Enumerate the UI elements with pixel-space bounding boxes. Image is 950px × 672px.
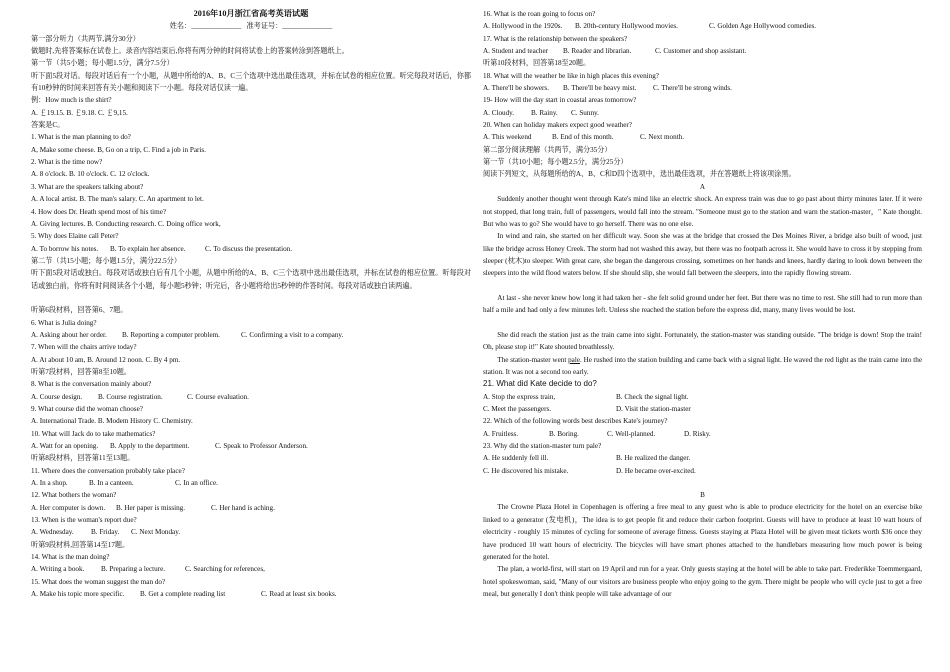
- option-choice: A. Wednesday.: [31, 528, 74, 537]
- answer-options: [483, 82, 922, 94]
- question-line: 7. When will the chairs arrive today?: [31, 343, 137, 352]
- answer-options: [483, 20, 922, 32]
- option-choice: C. Well-planned.: [607, 429, 656, 438]
- option-choice: C. Her hand is aching.: [211, 503, 275, 512]
- option-choice: B. In a canteen.: [89, 479, 134, 488]
- exam-number-blank: ______________: [282, 22, 333, 31]
- answer-options: [31, 168, 471, 180]
- answer-options: [483, 391, 922, 403]
- answer-options: [31, 477, 471, 489]
- passage-paragraph: In wind and rain, she started on her difficult way. Soon she was at the bridge that crossed the Des Moines River, a bridge also built of wood, just like the bridge across Honey Creek. The storm had not washed this away, but there was no footpath across it. She would have to cross it by stepping from sleeper (枕木)to sleeper. With great care, she began the dangerous crossing, sometimes on her hands and knees, hardly daring to look down between the sleepers into the wild flood waters below. If she should slip, she would fall between the sleepers, into the rapidly flowing stream.: [483, 232, 922, 278]
- option-choice: B. 20th-century Hollywood movies.: [575, 22, 678, 31]
- question-line: 16. What is the roan going to focus on?: [483, 10, 596, 18]
- option-choice: A. Course design.: [31, 392, 83, 401]
- answer-options: [483, 465, 922, 477]
- option-choice: B. Boring.: [549, 429, 579, 438]
- answer-options: [31, 354, 471, 366]
- option-choice: B. End of this month.: [552, 133, 614, 142]
- answer-options: [31, 243, 471, 255]
- example-answer: 答案是C。: [31, 121, 65, 130]
- question-line: 3. What are the speakers talking about?: [31, 182, 144, 191]
- question-line: 17. What is the relationship between the speakers?: [483, 34, 628, 43]
- question-line: 第一节（共10小题；每小题2.5分，满分25分）: [483, 158, 628, 167]
- question-line: 听第7段材料，回答第8至10题。: [31, 367, 131, 376]
- passage-paragraph: [483, 354, 922, 379]
- option-choice: C. He discovered his mistake.: [483, 466, 569, 475]
- answer-options: [31, 415, 471, 427]
- right-question-list: [483, 8, 922, 600]
- option-choice: A. Student and teacher: [483, 47, 549, 56]
- question-line: 10. What will Jack do to take mathematics?: [31, 429, 156, 438]
- question-line: 阅读下列短文，从每题所给的A、B、C和D四个选项中，选出最佳选项，并在答题纸上将该项涂黑。: [483, 170, 796, 179]
- question-line: 18. What will the weather be like in high places this evening?: [483, 71, 659, 80]
- option-choice: A. A local artist. B. The man's salary. C. An apartment to let.: [31, 195, 204, 204]
- option-choice: A. Writing a book.: [31, 565, 85, 574]
- question-line: 第二节（共15小题；每小题1.5分，满分22.5分）: [31, 256, 181, 265]
- question-line: 20. When can holiday makers expect good weather?: [483, 121, 632, 130]
- option-choice: B. Reader and librarian.: [563, 47, 632, 56]
- left-column: [31, 8, 471, 601]
- option-choice: C. Meet the passengers.: [483, 405, 552, 414]
- passage-paragraph: Suddenly another thought went through Kate's mind like an electric shock. An express train was due to go past about thirty minutes later. If it were not stopped, that long train, full of passengers, would fall into the stream. "Someone must go to the station and warn the station-master，" Kate thought. But who was to go? She would have to go herself. There was no one else.: [483, 195, 922, 228]
- question-line: 4. How does Dr. Heath spend most of his time?: [31, 207, 167, 216]
- answer-options: [31, 588, 471, 600]
- option-choice: C. Course evaluation.: [187, 392, 249, 401]
- option-choice: A. Her computer is down.: [31, 503, 106, 512]
- answer-options: [483, 131, 922, 143]
- option-choice: B. Check the signal light.: [616, 392, 689, 401]
- answer-options: [31, 193, 471, 205]
- answer-options: [31, 391, 471, 403]
- question-line: 23. Why did the station-master turn pale?: [483, 442, 602, 451]
- part1-heading: 第一部分听力（共两节,满分30分）: [31, 34, 140, 43]
- question-line: 9. What course did the woman choose?: [31, 405, 143, 414]
- option-choice: A. In a shop.: [31, 479, 68, 488]
- option-choice: C. Sunny.: [571, 108, 599, 117]
- option-choice: D. Visit the station-master: [616, 405, 691, 414]
- option-choice: C. Next Monday.: [131, 528, 181, 537]
- answer-options: [31, 502, 471, 514]
- passage-label: B: [700, 491, 705, 500]
- example-question: 例：How much is the shirt?: [31, 96, 112, 105]
- option-choice: B. Rainy.: [531, 108, 558, 117]
- question-line: 14. What is the man doing?: [31, 553, 110, 562]
- option-choice: C. To discuss the presentation.: [205, 244, 293, 253]
- option-choice: B. He realized the danger.: [616, 454, 691, 463]
- question-line: 19- How will the day start in coastal areas tomorrow?: [483, 96, 637, 105]
- question-line: 听第9段材料,回答第14至17题。: [31, 540, 130, 549]
- option-choice: C. In an office.: [175, 479, 218, 488]
- question-line: 听第8段材料，回答第11至13题。: [31, 454, 135, 463]
- section1-instruction: 听下面5段对话。每段对话后有一个小题，从题中所给的A、B、C三个选项中选出最佳选项，并标在试卷的相应位置。听完每段对话后，你都有10秒钟的时间来回答有关小题和阅读下一小题。每段对话仅读一遍。: [31, 71, 471, 93]
- option-choice: B. Apply to the department.: [110, 442, 190, 451]
- name-blank: ______________: [191, 22, 242, 31]
- question-line: 2. What is the time now?: [31, 158, 103, 167]
- option-choice: A. Watt for an opening.: [31, 442, 99, 451]
- question-line: 5. Why does Elaine call Peter?: [31, 232, 119, 241]
- question-line: 11. Where does the conversation probably take place?: [31, 466, 185, 475]
- right-column: [483, 8, 922, 600]
- answer-options: [483, 45, 922, 57]
- option-choice: A. Fruitless.: [483, 429, 519, 438]
- option-choice: A, Make some cheese. B, Go on a trip, C. Find a job in Paris.: [31, 145, 206, 154]
- question-line: 听第10段材料，回答第18至20题。: [483, 59, 591, 68]
- passage-paragraph: She did reach the station just as the train came into sight. Fortunately, the station-master was standing outside. "The bridge is down! Stop the train! Oh, please stop it!" Kate shouted breathlessly.: [483, 331, 922, 352]
- option-choice: C. Next month.: [640, 133, 685, 142]
- option-choice: D. Risky.: [684, 429, 711, 438]
- candidate-info: [31, 20, 471, 32]
- answer-options: [31, 144, 471, 156]
- answer-options: [31, 563, 471, 575]
- option-choice: A. To borrow his notes.: [31, 244, 99, 253]
- option-choice: A. 8 o'clock. B. 10 o'clock. C. 12 o'clock.: [31, 170, 150, 179]
- spacer: [483, 477, 922, 489]
- option-choice: A. Cloudy.: [483, 108, 515, 117]
- paragraph-text: . He rushed into the station building and came back with a signal light. He waved the red light as the train came into the station. It was not a second too early.: [483, 355, 922, 377]
- question-line: 12. What bothers the woman?: [31, 491, 117, 500]
- answer-options: [483, 428, 922, 440]
- option-choice: B. Course registration.: [98, 392, 163, 401]
- passage-paragraph: The Crowne Plaza Hotel in Copenhagen is offering a free meal to any guest who is able to produce electricity for the hotel on an exercise bike linked to a generator (发电机)，The idea is to get people fit and reduce their carbon footprint. Guests will have to produce at least 10 watt hours of electricity - roughly 15 minutes of cycling for someone of average fitness. Guests staying at Plaza Hotel will be given meat tickets worth $36 once they have produced 10 watt hours of electricity. The bicycles will have smart phones attached to the handlebars measuring how much power is being generated for the hotel.: [483, 503, 922, 561]
- passage-paragraph: At last - she never knew how long it had taken her - she felt solid ground under her feet. But there was no time to rest. She still had to run more than half a mile and had only a few minutes left. Unless she reached the station before the express did, many, many lives would be lost.: [483, 293, 922, 315]
- name-label: 姓名：: [169, 22, 192, 31]
- question-line: 21. What did Kate decide to do?: [483, 379, 597, 389]
- option-choice: B. Get a complete reading list: [140, 590, 226, 599]
- option-choice: C. Speak to Professor Anderson.: [215, 442, 308, 451]
- option-choice: A. This weekend: [483, 133, 532, 142]
- option-choice: D. He became over-excited.: [616, 466, 696, 475]
- option-choice: C. There'll be strong winds.: [653, 84, 732, 93]
- option-choice: B. Friday.: [91, 528, 120, 537]
- question-line: 22. Which of the following words best describes Kate's journey?: [483, 417, 668, 426]
- paragraph-text: The station-master went: [497, 355, 569, 364]
- option-choice: B. Reporting a computer problem.: [122, 330, 220, 339]
- option-choice: C. Read at least six books.: [261, 590, 337, 599]
- option-choice: B. To explain her absence.: [110, 244, 186, 253]
- section1-heading: 第一节（共5小题；每小题1.5分，满分7.5分）: [31, 59, 174, 68]
- option-choice: A. International Trade. B. Modem History C. Chemistry.: [31, 417, 193, 426]
- question-line: 听第6段材料，回答第6、7题。: [31, 306, 128, 315]
- question-line: 13. When is the woman's report due?: [31, 516, 137, 525]
- exam-title: 2016年10月浙江省高考英语试题: [193, 9, 309, 18]
- passage-label: A: [699, 182, 706, 191]
- passage-paragraph: The plan, a world-first, will start on 19 April and run for a year. Only guests staying at the hotel will be able to take part. Frederikke Toemmergaard, hotel spokeswoman, said, "Many of our visitors are business people who enjoy going to the gym. There might be people who will cycle just to get a free meal, but generally I don't think people will take advantage of our: [483, 565, 922, 598]
- option-choice: A. Make his topic more specific.: [31, 590, 125, 599]
- question-line: 6. What is Julia doing?: [31, 318, 97, 327]
- option-choice: A. Giving lectures. B. Conducting research. C. Doing office work,: [31, 219, 221, 228]
- exam-number-label: 准考证号：: [246, 22, 283, 31]
- answer-options: [31, 218, 471, 230]
- question-line: 第二部分阅读理解（共两节，满分35分）: [483, 145, 612, 154]
- answer-options: [31, 329, 471, 341]
- instruction-text: 听下面5段对话或独白。每段对话或独白后有几个小题，从题中所给的A、B、C三个选项中选出最佳选项，并标在试卷的相应位置。听每段对话或独白前，你将有时间阅读各个小题，每小题5秒钟；听完后，各小题将给出5秒钟的作答时间。每段对话或独白读两遍。: [31, 269, 471, 290]
- option-choice: A. Asking about her order.: [31, 330, 107, 339]
- option-choice: A. Stop the express train,: [483, 392, 556, 401]
- option-choice: B. Her paper is missing.: [116, 503, 186, 512]
- answer-options: [483, 452, 922, 464]
- question-line: 8. What is the conversation mainly about?: [31, 380, 152, 389]
- underlined-word: pale: [568, 355, 581, 364]
- answer-options: [31, 440, 471, 452]
- answer-options: [483, 107, 922, 119]
- option-choice: C. Customer and shop assistant.: [655, 47, 747, 56]
- option-choice: C. Golden Age Hollywood comedies.: [709, 22, 817, 31]
- answer-options: [31, 526, 471, 538]
- option-choice: A. He suddenly fell ill.: [483, 454, 549, 463]
- option-choice: C. Searching for references,: [185, 565, 265, 574]
- question-line: 1. What is the man planning to do?: [31, 133, 131, 142]
- option-choice: A. There'll be showers.: [483, 84, 549, 93]
- option-choice: A. At about 10 am, B. Around 12 noon. C. By 4 pm.: [31, 355, 181, 364]
- answer-options: [483, 403, 922, 415]
- question-line: 15. What does the woman suggest the man do?: [31, 577, 166, 586]
- option-choice: C. Confirming a visit to a company.: [241, 330, 344, 339]
- option-choice: A. Hollywood in the 1920s.: [483, 22, 563, 31]
- example-options: A. ￡19.15. B. ￡9.18. C. ￡9,15.: [31, 108, 128, 117]
- option-choice: B. Preparing a lecture.: [101, 565, 166, 574]
- intro-instruction: 做题时,先将答案标在试卷上。录音内容结束后,你将有两分钟的时间将试卷上的答案转涂到答题纸上。: [31, 47, 349, 56]
- option-choice: B. There'll be heavy mist.: [563, 84, 637, 93]
- left-question-list: [31, 131, 471, 600]
